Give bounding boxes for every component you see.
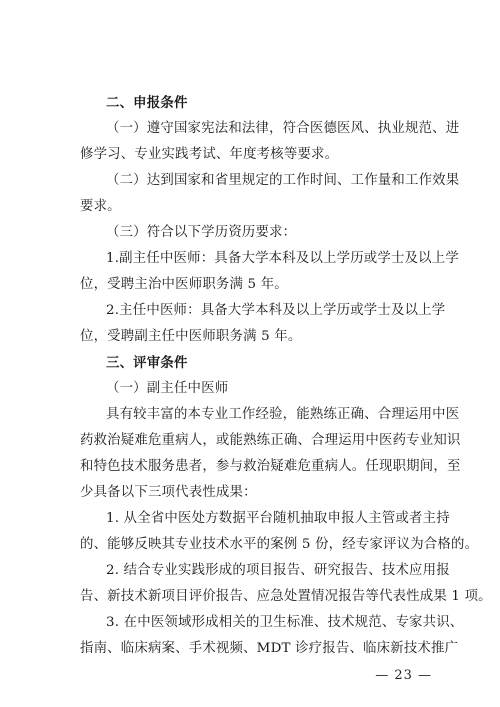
- page-number: — 23 —: [375, 668, 432, 683]
- text-line: 要求。: [80, 199, 121, 214]
- text-line: 少具备以下三项代表性成果：: [80, 485, 257, 500]
- text-line: 修学习、专业实践考试、年度考核等要求。: [80, 147, 339, 162]
- text-line: 2.主任中医师：具备大学本科及以上学历或学士及以上学: [106, 303, 446, 318]
- text-line: 位，受聘主治中医师职务满 5 年。: [80, 277, 288, 292]
- section-heading: 三、评审条件: [106, 355, 188, 371]
- text-line: 指南、临床病案、手术视频、MDT 诊疗报告、临床新技术推广: [80, 641, 459, 656]
- text-line: 2. 结合专业实践形成的项目报告、研究报告、技术应用报: [106, 563, 450, 578]
- text-line: 和特色技术服务患者，参与救治疑难危重病人。任现职期间，至: [80, 459, 461, 474]
- text-line: 告、新技术新项目评价报告、应急处置情况报告等代表性成果 1 项。: [80, 589, 492, 604]
- text-line: （三）符合以下学历资历要求：: [106, 225, 297, 240]
- text-line: （二）达到国家和省里规定的工作时间、工作量和工作效果: [106, 173, 460, 188]
- text-line: 具有较丰富的本专业工作经验，能熟练正确、合理运用中医: [106, 407, 460, 422]
- section-heading: 二、申报条件: [106, 95, 188, 111]
- text-line: 位，受聘副主任中医师职务满 5 年。: [80, 329, 302, 344]
- text-line: （一）副主任中医师: [106, 381, 229, 396]
- text-line: 3. 在中医领域形成相关的卫生标准、技术规范、专家共识、: [106, 615, 464, 630]
- text-line: 药救治疑难危重病人，或能熟练正确、合理运用中医药专业知识: [80, 433, 461, 448]
- text-line: 1. 从全省中医处方数据平台随机抽取申报人主管或者主持: [106, 511, 450, 526]
- text-line: 1.副主任中医师：具备大学本科及以上学历或学士及以上学: [106, 251, 459, 266]
- text-line: （一）遵守国家宪法和法律，符合医德医风、执业规范、进: [106, 121, 460, 136]
- document-body: [80, 90, 492, 662]
- text-line: 的、能够反映其专业技术水平的案例 5 份，经专家评议为合格的。: [80, 537, 479, 552]
